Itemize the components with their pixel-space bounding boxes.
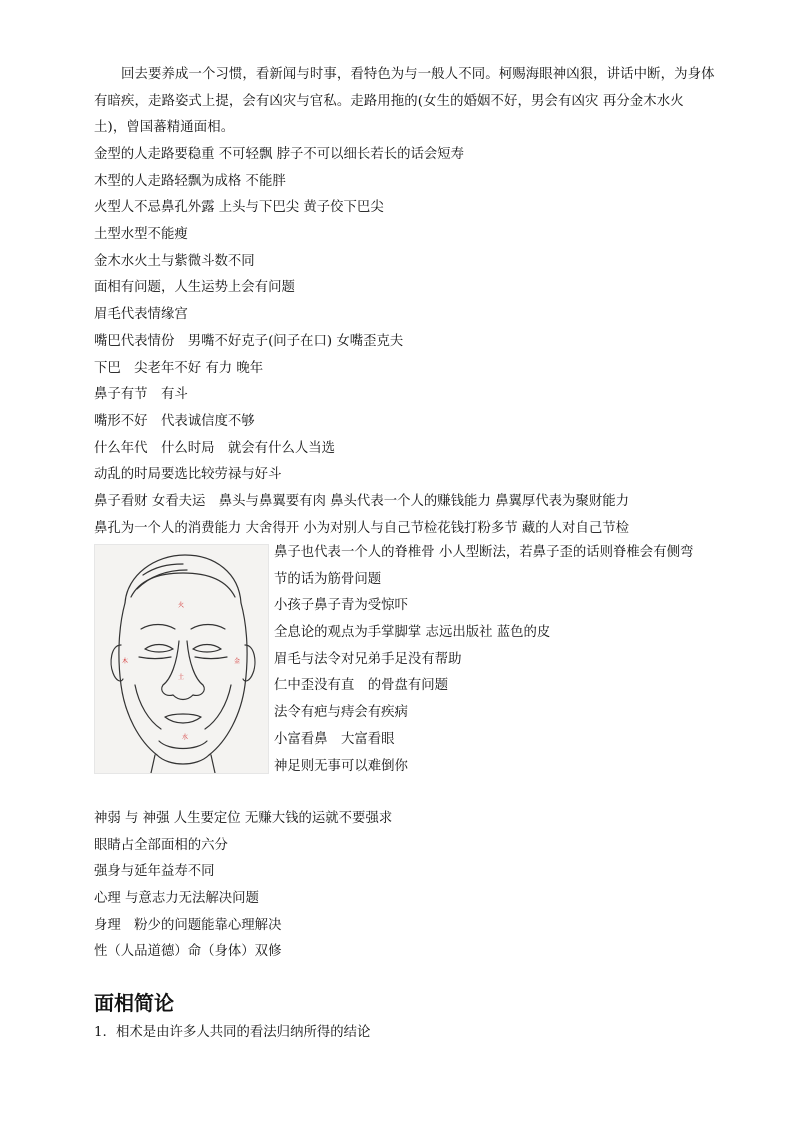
note-line: 鼻子也代表一个人的脊椎骨 小人型断法，若鼻子歪的话则脊椎会有侧弯: [274, 545, 694, 560]
note-line: 动乱的时局要选比较劳禄与好斗: [94, 467, 282, 483]
note-line: 金木水火土与紫微斗数不同: [94, 253, 255, 269]
note-line: 土型水型不能瘦: [94, 227, 188, 243]
note-line: 小富看鼻 大富看眼: [274, 731, 395, 747]
note-line: 性（人品道德）命（身体）双修: [94, 944, 282, 960]
note-line: 身理 粉少的问题能靠心理解决: [94, 917, 282, 933]
label-wood: 木: [121, 658, 129, 665]
note-line: 鼻孔为一个人的消费能力 大舍得开 小为对别人与自己节检花钱打粉多节 藏的人对自己节检: [94, 520, 630, 536]
note-line: 火型人不忌鼻孔外露 上头与下巴尖 黄子佼下巴尖: [94, 200, 384, 216]
note-line: 金型的人走路要稳重 不可轻飘 脖子不可以细长若长的话会短寿: [94, 147, 465, 162]
note-line: 节的话为筋骨问题: [274, 571, 382, 587]
note-line: 全息论的观点为手掌脚掌 志远出版社 蓝色的皮: [274, 625, 551, 641]
note-line: 嘴形不好 代表诚信度不够: [94, 413, 255, 429]
note-line: 下巴 尖老年不好 有力 晚年: [94, 360, 264, 376]
note-line: 鼻子有节 有斗: [94, 387, 188, 403]
note-line: 什么年代 什么时局 就会有什么人当选: [94, 440, 336, 456]
label-earth: 土: [177, 674, 185, 681]
note-line: 仁中歪没有直 的骨盘有问题: [274, 678, 449, 694]
label-fire: 火: [177, 602, 185, 609]
note-line: 鼻子看财 女看夫运 鼻头与鼻翼要有肉 鼻头代表一个人的赚钱能力 鼻翼厚代表为聚财能力: [94, 493, 630, 509]
list-item-text: 相术是由许多人共同的看法归纳所得的结论: [116, 1025, 371, 1040]
notes-list-bottom: [94, 806, 714, 966]
notes-list-side: [274, 540, 724, 780]
note-line: 法令有疤与痔会有疾病: [274, 705, 408, 721]
note-line: 嘴巴代表情份 男嘴不好克子(问子在口) 女嘴歪克夫: [94, 333, 404, 349]
note-line: 强身与延年益寿不同: [94, 864, 215, 880]
note-line: 神弱 与 神强 人生要定位 无赚大钱的运就不要强求: [94, 811, 393, 826]
note-line: 小孩子鼻子青为受惊吓: [274, 598, 408, 614]
intro-paragraph: 回去要养成一个习惯，看新闻与时事，看特色为与一般人不同。柯赐海眼神凶狠，讲话中断，为身体有暗疾，走路姿式上提，会有凶灾与官私。走路用拖的(女生的婚姻不好，男会有凶灾 再分金木水火土)，曾国蕃精通面相。: [94, 67, 715, 135]
note-line: 眉毛代表情缘宫: [94, 307, 188, 323]
note-line: 神足则无事可以难倒你: [274, 758, 408, 774]
numbered-list-item: [94, 1020, 370, 1046]
label-metal: 金: [233, 658, 241, 665]
note-line: 面相有问题，人生运势上会有问题: [94, 280, 295, 296]
face-diagram-image: [94, 544, 269, 774]
list-number: 1.: [94, 1025, 107, 1040]
face-drawing: [95, 545, 268, 773]
section-heading: 面相简论: [94, 991, 174, 1015]
note-line: 心理 与意志力无法解决问题: [94, 891, 259, 907]
note-line: 木型的人走路轻飘为成格 不能胖: [94, 173, 286, 189]
note-line: 眼睛占全部面相的六分: [94, 837, 228, 853]
note-line: 眉毛与法令对兄弟手足没有帮助: [274, 651, 462, 667]
notes-list-top: [94, 142, 714, 542]
label-water: 水: [181, 734, 189, 741]
